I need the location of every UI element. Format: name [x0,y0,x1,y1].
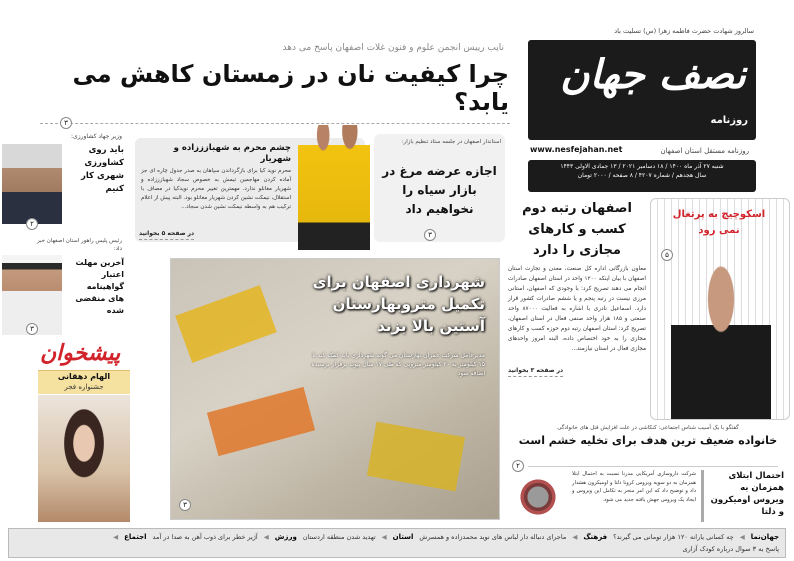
chicken-story[interactable] [374,134,505,242]
metro-headline: شهرداری اصفهان برای تکمیل متروبهارستان آستین بالا بزند [312,273,485,335]
page-ref: ۲ [26,218,38,230]
date-bar [528,160,756,192]
family-kicker: گفتگو با یک آسیب شناس اجتماعی: کنکاشی در علت افزایش قتل های خانوادگی [557,425,739,431]
covid-body: شرکت داروسازی آمریکایی مدرنا نسبت به احتمال ابتلا همزمان به دو سویه ویروس کرونا دلتا و اومیکرون هشدار داد و توضیح داد که این امر منجر به تکامل این ویروس و ایجاد یک ویروس جهش یافته جدید می شود. [572,471,696,503]
sport-body: محرم نوید کیا برای بازگرداندن سپاهان به صدر جدول چاره ای جز آماده کردن مهاجمین تیمش به خصوص سجاد شهبازززاده و شهریار مغانلو ندارد. مهمترین تغییر محرم نویدکیا در مصاف با استقلال، نیمکت نشین کردن شهریار مغانلو بود. البته پیش از اعلام ترکیب هم به واسطه نیمکت نشین شدن سجاد... [141,168,291,210]
metro-story[interactable] [170,258,500,520]
bottom-headline[interactable]: پاسخ به ۳ سوال درباره کودک آزاری [682,545,779,554]
bottom-section-label[interactable]: ورزش [274,532,297,541]
page-ref: ۳ [179,499,191,511]
family-headline[interactable]: خانواده ضعیف ترین هدف برای تخلیه خشم است [518,434,778,447]
tagline: روزنامه مستقل استان اصفهان [660,147,749,155]
pishkhan-caption [38,370,130,394]
minister-story[interactable] [0,130,130,230]
economy-body: معاون بازرگانی اداره کل صنعت، معدن و تجارت استان اصفهان با بیان اینکه ۱۲۰۰ واحد در استان اصفهان صادرات انجام می دهند تصریح کرد: با وجودی که اصفهان، استانی مرزی نیست در رتبه پنجم و یا ششم صادرات کشور قرار دارد. اسماعیل نادری با اشاره به فعالیت ۸۷۰۰۰ واحد صنعتی و ۱۸۵ هزار واحد صنفی فعال در استان اصفهان، تصریح کرد: استان اصفهان رتبه دوم حوزه کسب و کارهای مجازی را به خود اختصاص داده، البته امروز واحدهای مجازی فعال در استان نیازمند... [508,266,647,352]
newspaper-logo: نصف جهان [560,52,746,98]
bottom-section-label[interactable]: استان [392,532,414,541]
condolence-note: سالروز شهادت حضرت فاطمه زهرا (س) تسلیت باد [614,27,754,35]
bottom-headline[interactable]: تهدید شدن منطقه اردستان [302,532,376,541]
lead-kicker: نایب رییس انجمن علوم و فنون غلات اصفهان پاسخ می دهد [282,43,504,53]
bottom-section-label[interactable]: جهان‌نما [750,532,779,541]
logo-subtitle: روزنامه [710,115,748,126]
page-ref: ۳ [424,229,436,241]
read-more-link[interactable]: در صفحه ۳ بخوانید [508,367,563,377]
bottom-headlines-bar: جهان‌نما ◀ چه کسانی یارانه ۱۲۰ هزار تومانی می گیرند؟ فرهنگ ◀ ماجرای دنباله دار لباس های نوید محمدزاده و همسرش استان ◀ تهدید شدن منطقه اردستان ورزش ◀ آژیر خطر برای ذوب آهن به صدا در آمد اجتماع ◀ پاسخ به ۳ سوال درباره کودک آزاری [8,528,786,558]
issue-line: سال هجدهم / شماره ۴۲۰۷ / ۸ صفحه / ۲۰۰۰ تومان [577,172,707,179]
actress-photo [38,395,130,522]
page-ref: ۳ [60,117,72,129]
excavator-shape [367,422,465,492]
excavator-shape [175,285,277,363]
page-ref: ۳ [26,323,38,335]
festival-name: جشنواره فجر [64,383,104,391]
read-more-link[interactable]: در صفحه ۵ بخوانید [139,230,194,240]
covid-story[interactable] [510,470,790,524]
economy-story[interactable] [508,198,646,376]
covid-headline: احتمال ابتلای همزمان به ویروس اومیکرون و دلتا [710,471,784,517]
police-kicker: رئیس پلیس راهور استان اصفهان خبر داد: [36,238,122,252]
coach-photo [671,264,771,420]
pishkhan-logo: پیشخوان [40,341,121,366]
masthead[interactable] [528,40,756,140]
bottom-headline[interactable]: چه کسانی یارانه ۱۲۰ هزار تومانی می گیرند؟ [613,532,734,541]
website-link[interactable]: www.nesfejahan.net [530,145,623,154]
chicken-kicker: استاندار اصفهان در جلسه ستاد تنظیم بازار: [401,139,501,145]
skocic-story[interactable] [650,198,790,420]
sport-headline: چشم محرم به شهبازززاده و شهریار [173,143,291,164]
minister-headline: باید روی کشاورزی شهری کار کنیم [80,145,124,194]
actress-name: الهام دهقانی [57,372,111,381]
skocic-headline: اسکوچیچ به پرتغال نمی رود [672,209,766,236]
players-photo [298,125,370,250]
date-line: شنبه ۲۷ آذر ماه ۱۴۰۰ / ۱۸ دسامبر ۲۰۲۱ / ۱۳ جمادی الاولی ۱۴۴۳ [560,163,724,170]
police-headline: آخرین مهلت اعتبار گواهینامه های منقضی شده [75,258,124,315]
metro-body: مدیرعامل شرکت عمران بهارستان می گوید شهرداری باید کمک کند تا ۱۵ کیلومتر به ۲۰ کیلومتر مترویی که طی ۱۷ سال پیوند برقرار نرسیده اضافه شود [311,352,485,377]
economy-headline: اصفهان رتبه دوم کسب و کارهای مجازی را دارد [522,201,632,258]
bottom-section-label[interactable]: فرهنگ [583,532,608,541]
virus-image [512,474,564,520]
bottom-headline[interactable]: ماجرای دنباله دار لباس های نوید محمدزاده و همسرش [419,532,567,541]
bottom-section-label[interactable]: اجتماع [124,532,147,541]
excavator-shape [207,387,315,456]
minister-kicker: وزیر جهاد کشاورزی: [70,133,122,140]
page-ref: ۲ [512,460,524,472]
lead-headline[interactable]: چرا کیفیت نان در زمستان کاهش می یابد؟ [72,60,509,116]
page-ref: ۵ [661,249,673,261]
bottom-headline[interactable]: آژیر خطر برای ذوب آهن به صدا در آمد [152,532,258,541]
chicken-headline: اجازه عرضه مرغ در بازار سیاه را نخواهیم داد [382,164,497,216]
minister-photo [2,144,62,224]
police-story[interactable] [0,235,130,335]
